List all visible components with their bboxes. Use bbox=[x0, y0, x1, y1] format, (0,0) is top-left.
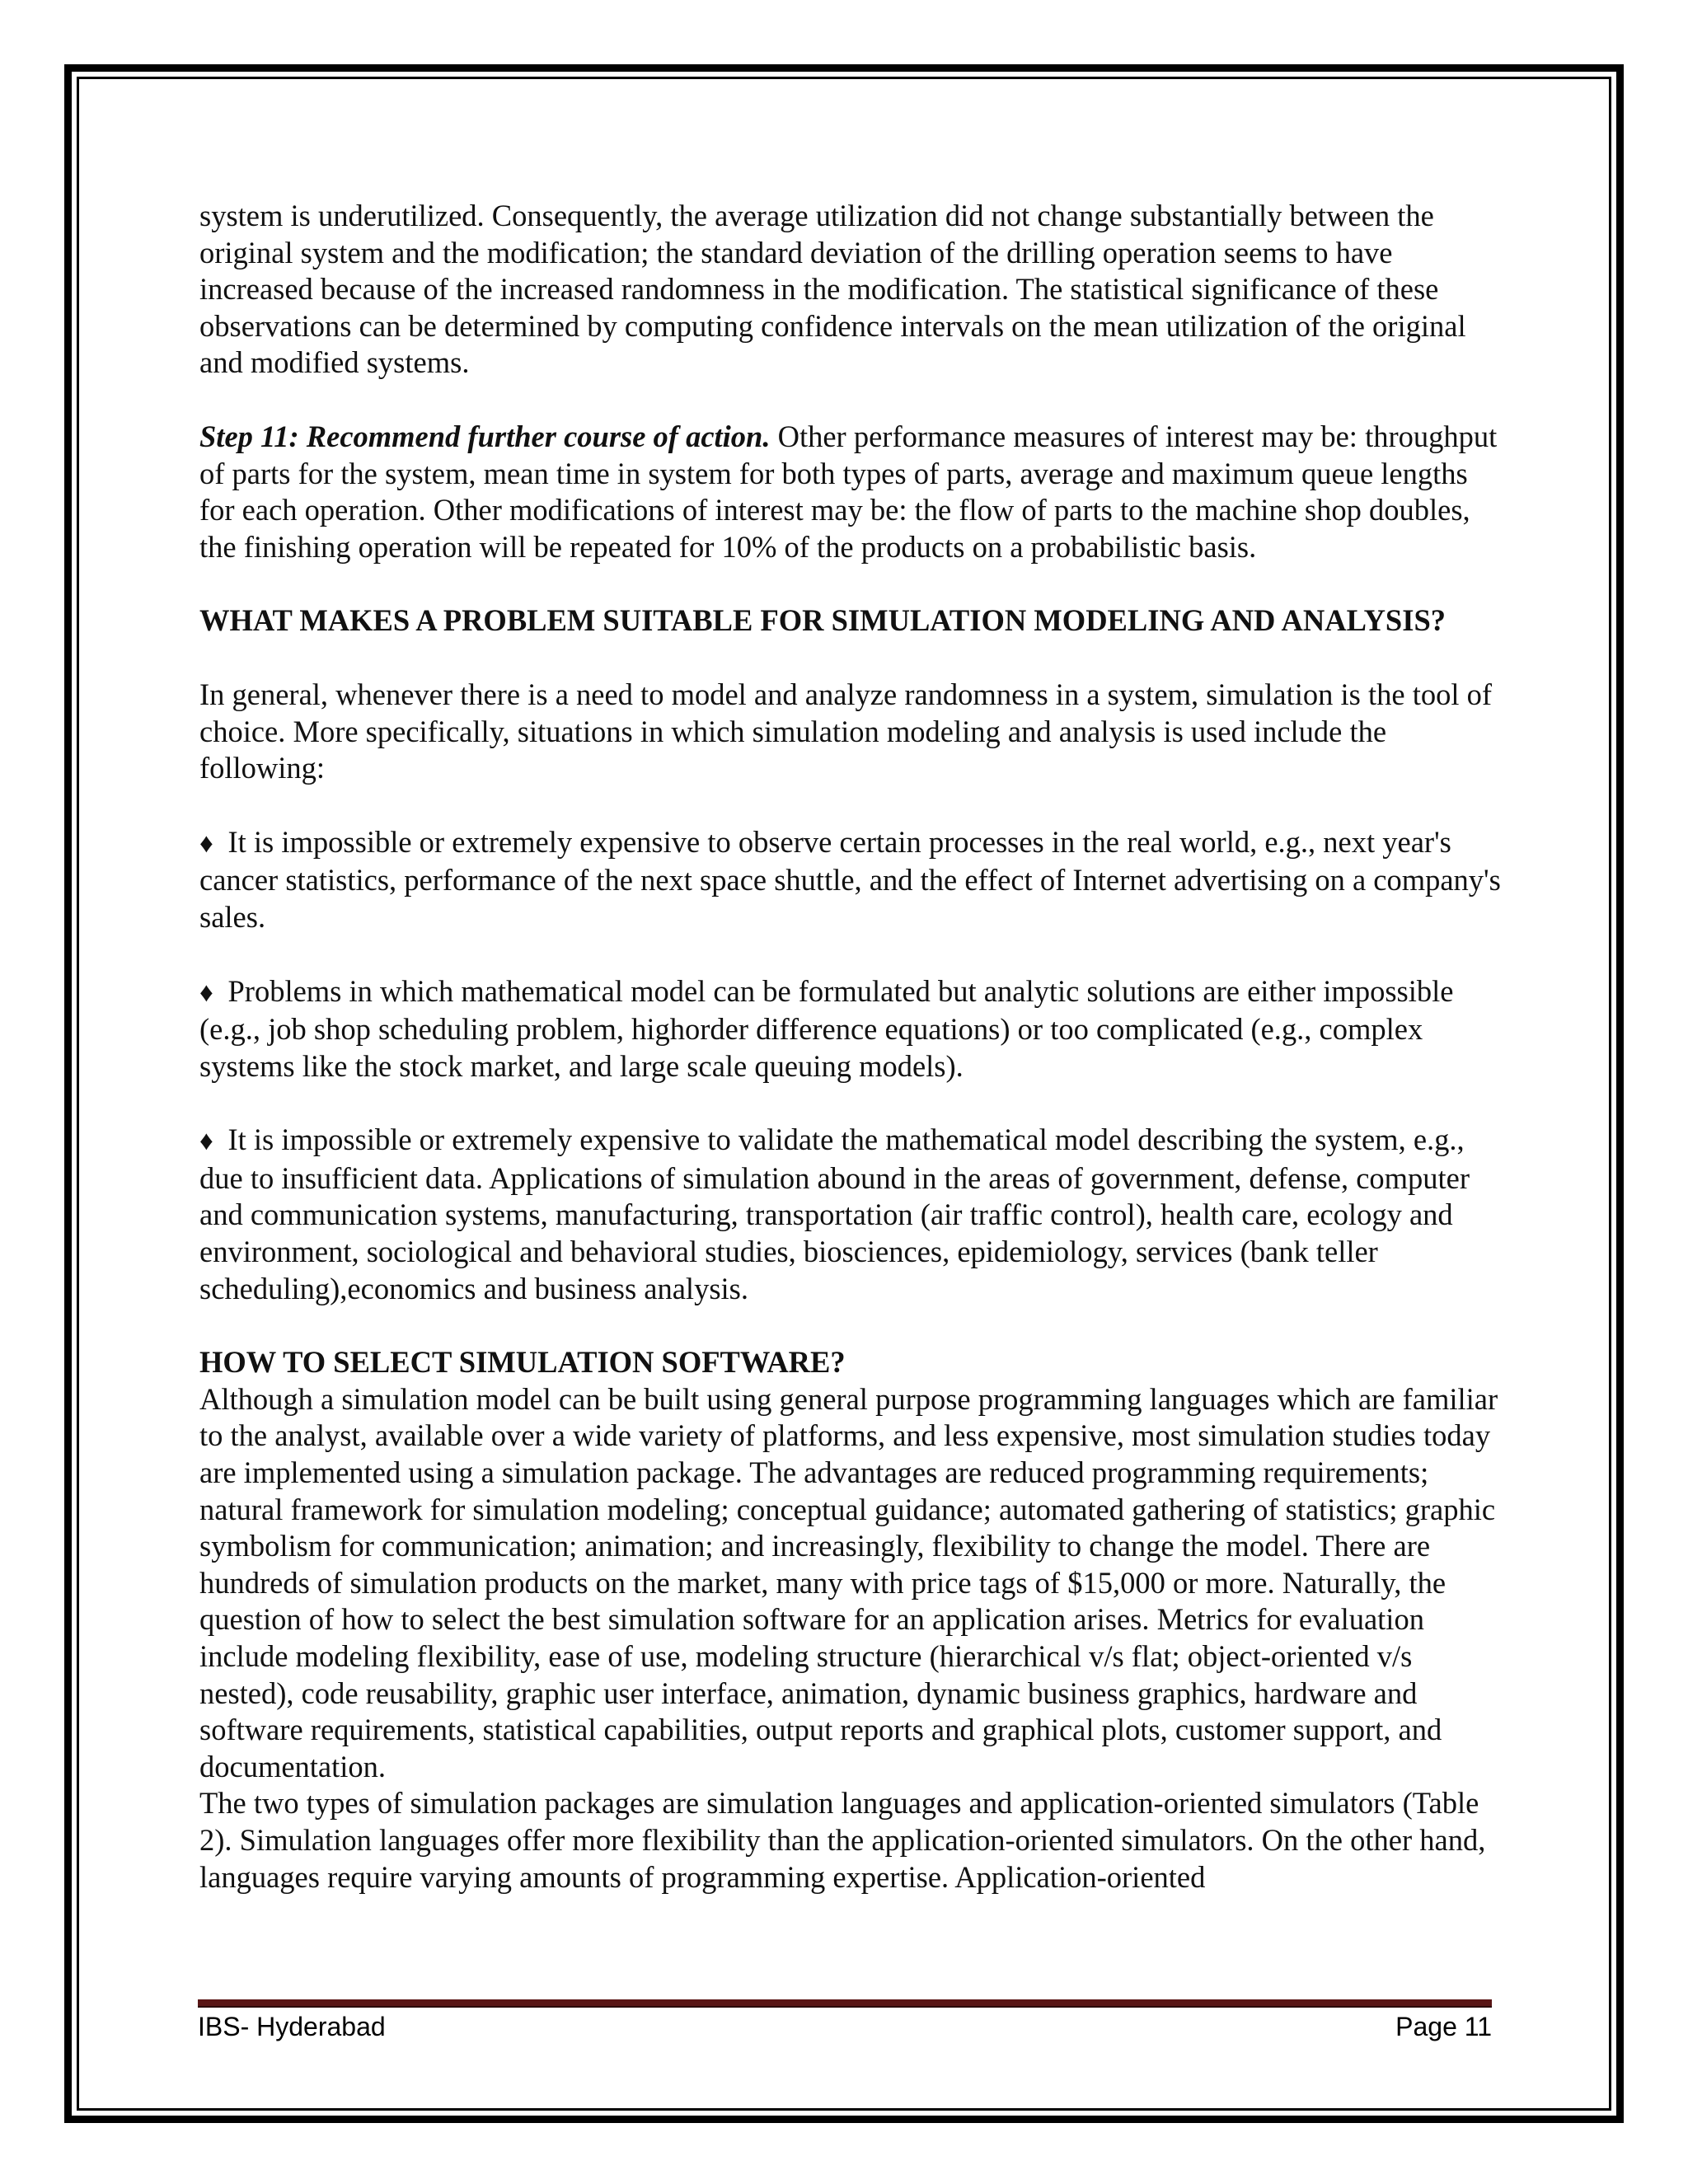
footer-rule bbox=[198, 1999, 1492, 2008]
step-11-body: Other performance measures of interest may be: throughput of parts for the system, mean time in system for both types of parts, average and maximum queue lengths for each operation. Other modifications of interest may be: the flow of parts to the machine shop doubles, the finishing operation will be repeated for 10% of the products on a probabilistic basis. bbox=[199, 419, 1498, 564]
diamond-bullet-icon: ♦ bbox=[199, 1127, 213, 1157]
paragraph-software-selection: Although a simulation model can be built using general purpose programming languages which are familiar to the analyst, available over a wide variety of platforms, and less expensive, most simulation studies today are implemented using a simulation package. The advantages are reduced programming requirements; natural framework for simulation modeling; conceptual guidance; automated gathering of statistics; graphic symbolism for communication; animation; and increasingly, flexibility to change the model. There are hundreds of simulation products on the market, many with price tags of $15,000 or more. Naturally, the question of how to select the best simulation software for an application arises. Metrics for evaluation include modeling flexibility, ease of use, modeling structure (hierarchical v/s flat; object-oriented v/s nested), code reusability, graphic user interface, animation, dynamic business graphics, hardware and software requirements, statistical capabilities, output reports and graphical plots, customer support, and documentation. bbox=[199, 1381, 1498, 1783]
footer-institution: IBS- Hyderabad bbox=[198, 2012, 386, 2041]
diamond-bullet-icon: ♦ bbox=[199, 828, 213, 859]
paragraph-step-11 bbox=[199, 419, 1503, 565]
paragraph-package-types: The two types of simulation packages are simulation languages and application-oriented simulators (Table 2). Simulation languages offer more flexibility than the application-oriented simulators. On the other hand, languages require varying amounts of programming expertise. Application-oriented bbox=[199, 1786, 1486, 1894]
bullet-text-1: It is impossible or extremely expensive to observe certain processes in the real world, e.g., next year's cancer statistics, performance of the next space shuttle, and the effect of Internet advertising on a company's sales. bbox=[199, 824, 1501, 934]
step-11-lead: Step 11: Recommend further course of action. bbox=[199, 419, 771, 453]
paragraph-utilization: system is underutilized. Consequently, the average utilization did not change substantially between the original system and the modification; the standard deviation of the drilling operation seems to have increased because of the increased randomness in the modification. The statistical significance of these observations can be determined by computing confidence intervals on the mean utilization of the original and modified systems. bbox=[199, 199, 1466, 380]
heading-select-software: HOW TO SELECT SIMULATION SOFTWARE? bbox=[199, 1345, 846, 1380]
bullet-text-2: Problems in which mathematical model can be formulated but analytic solutions are either impossible (e.g., job shop scheduling problem, highorder difference equations) or too complicated (e.g., complex systems like the stock market, and large scale queuing models). bbox=[199, 973, 1454, 1083]
bullet-item-2 bbox=[199, 973, 1503, 1085]
document-body bbox=[199, 198, 1503, 1896]
bullet-item-3 bbox=[199, 1122, 1503, 1307]
diamond-bullet-icon: ♦ bbox=[199, 977, 213, 1008]
heading-suitable-problem: WHAT MAKES A PROBLEM SUITABLE FOR SIMULATION MODELING AND ANALYSIS? bbox=[199, 603, 1446, 638]
paragraph-intro: In general, whenever there is a need to model and analyze randomness in a system, simulation is the tool of choice. More specifically, situations in which simulation modeling and analysis is used include the following: bbox=[199, 677, 1493, 785]
bullet-text-3: It is impossible or extremely expensive to validate the mathematical model describing the system, e.g., due to insufficient data. Applications of simulation abound in the areas of government, defense, computer and communication systems, manufacturing, transportation (air traffic control), health care, ecology and environment, sociological and behavioral studies, biosciences, epidemiology, services (bank teller scheduling),economics and business analysis. bbox=[199, 1122, 1470, 1305]
footer-page-number: Page 11 bbox=[1395, 2012, 1492, 2041]
bullet-item-1 bbox=[199, 824, 1503, 936]
